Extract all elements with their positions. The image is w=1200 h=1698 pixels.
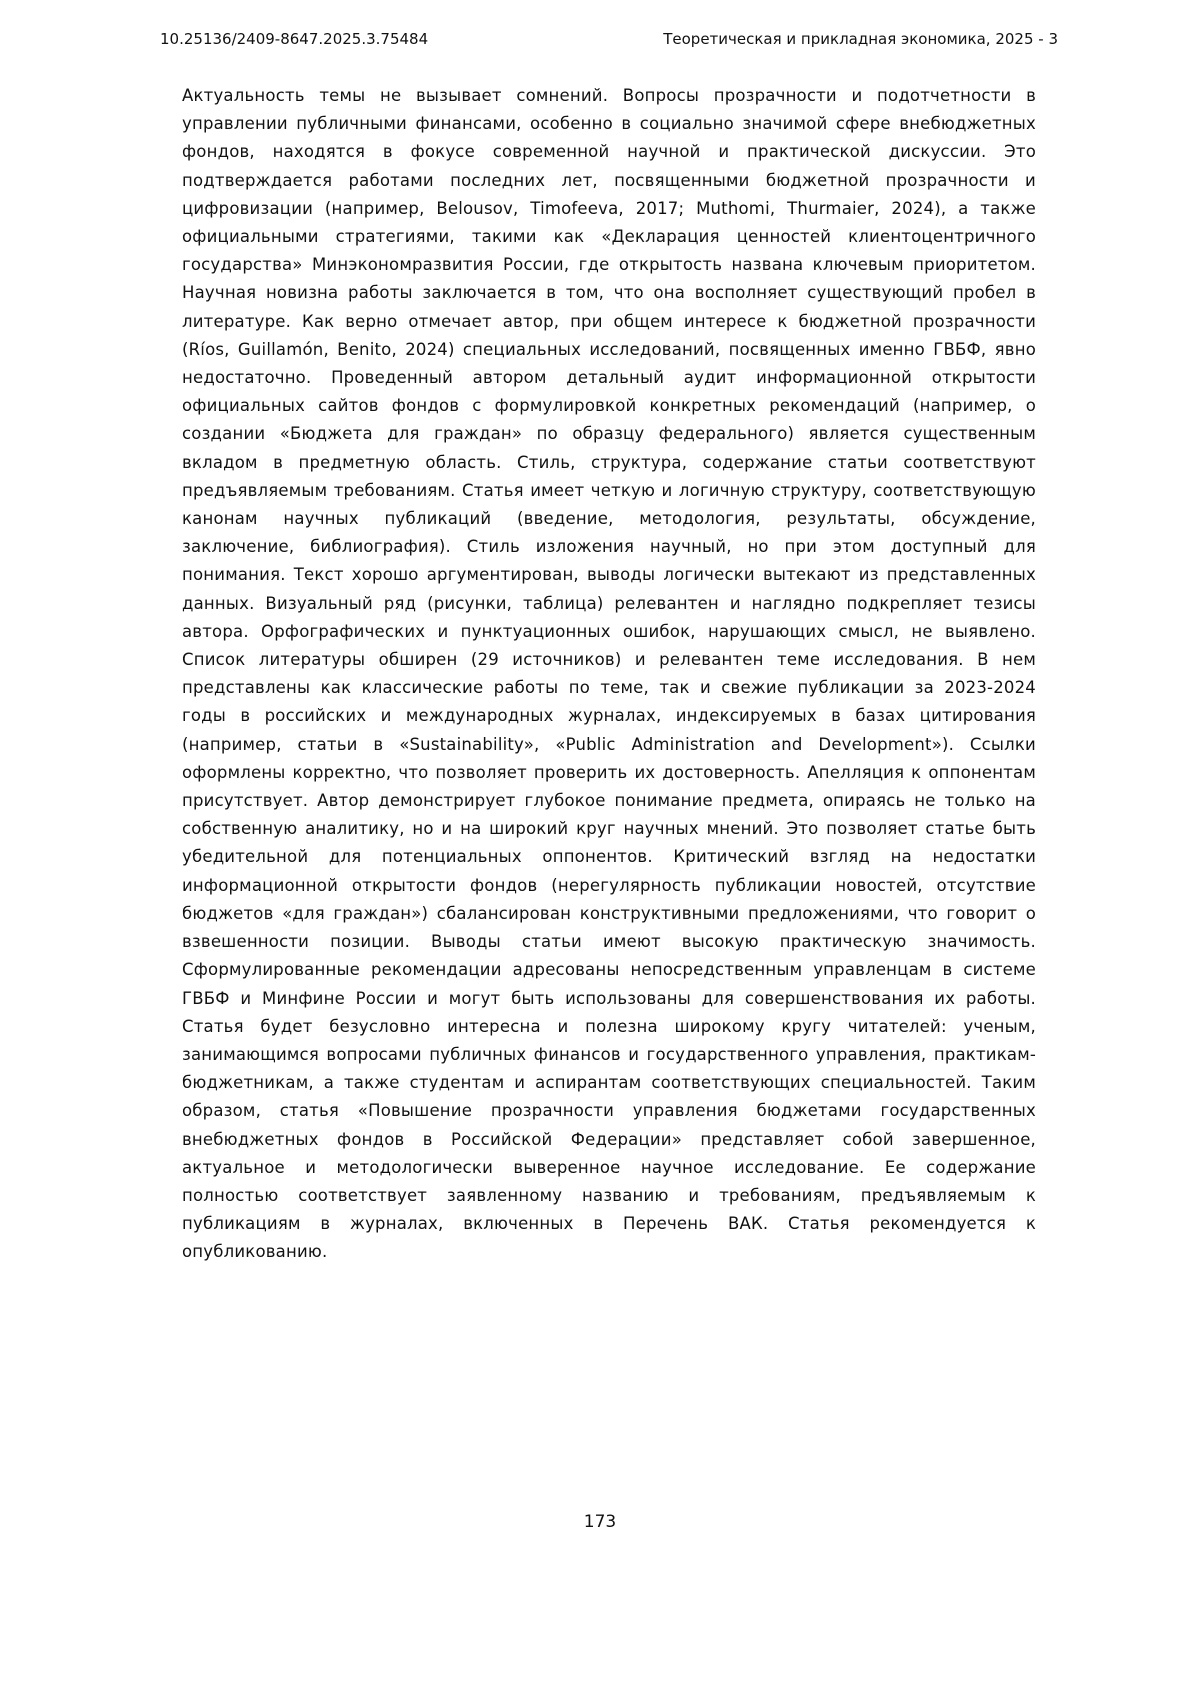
review-paragraph: Актуальность темы не вызывает сомнений. Вопросы прозрачности и подотчетности в управлении публичными финансами, особенно в социально значимой сфере внебюджетных фондов, находятся в фокусе современной научной и практической дискуссии. Это подтверждается работами последних лет, посвященными бюджетной прозрачности и цифровизации (например, Belousov, Timofeeva, 2017; Muthomi, Thurmaier, 2024), а также официальными стратегиями, такими как «Декларация ценностей клиентоцентричного государства» Минэкономразвития России, где открытость названа ключевым приоритетом. Научная новизна работы заключается в том, что она восполняет существующий пробел в литературе. Как верно отмечает автор, при общем интересе к бюджетной прозрачности (Ríos, Guillamón, Benito, 2024) специальных исследований, посвященных именно ГВБФ, явно недостаточно. Проведенный автором детальный аудит информационной открытости официальных сайтов фондов с формулировкой конкретных рекомендаций (например, о создании «Бюджета для граждан» по образцу федерального) является существенным вкладом в предметную область. Стиль, структура, содержание статьи соответствуют предъявляемым требованиям. Статья имеет четкую и логичную структуру, соответствующую канонам научных публикаций (введение, методология, результаты, обсуждение, заключение, библиография). Стиль изложения научный, но при этом доступный для понимания. Текст хорошо аргументирован, выводы логически вытекают из представленных данных. Визуальный ряд (рисунки, таблица) релевантен и наглядно подкрепляет тезисы автора. Орфографических и пунктуационных ошибок, нарушающих смысл, не выявлено. Список литературы обширен (29 источников) и релевантен теме исследования. В нем представлены как классические работы по теме, так и свежие публикации за 2023-2024 годы в российских и международных журналах, индексируемых в базах цитирования (например, статьи в «Sustainability», «Public Administration and Development»). Ссылки оформлены корректно, что позволяет проверить их достоверность. Апелляция к оппонентам присутствует. Автор демонстрирует глубокое понимание предмета, опираясь не только на собственную аналитику, но и на широкий круг научных мнений. Это позволяет статье быть убедительной для потенциальных оппонентов. Критический взгляд на недостатки информационной открытости фондов (нерегулярность публикации новостей, отсутствие бюджетов «для граждан») сбалансирован конструктивными предложениями, что говорит о взвешенности позиции. Выводы статьи имеют высокую практическую значимость. Сформулированные рекомендации адресованы непосредственным управленцам в системе ГВБФ и Минфине России и могут быть использованы для совершенствования их работы. Статья будет безусловно интересна и полезна широкому кругу читателей: ученым, занимающимся вопросами публичных финансов и государственного управления, практикам-бюджетникам, а также студентам и аспирантам соответствующих специальностей. Таким образом, статья «Повышение прозрачности управления бюджетами государственных внебюджетных фондов в Российской Федерации» представляет собой завершенное, актуальное и методологически выверенное научное исследование. Ее содержание полностью соответствует заявленному названию и требованиям, предъявляемым к публикациям в журналах, включенных в Перечень ВАК. Статья рекомендуется к опубликованию.: [182, 86, 1036, 1262]
journal-title: Теоретическая и прикладная экономика, 2025 - 3: [663, 30, 1058, 48]
doi-label: 10.25136/2409-8647.2025.3.75484: [160, 30, 429, 48]
page-header: [160, 30, 1058, 48]
page-footer: [0, 1512, 1200, 1532]
review-text-block: [182, 82, 1036, 1267]
page-number: 173: [583, 1512, 617, 1532]
